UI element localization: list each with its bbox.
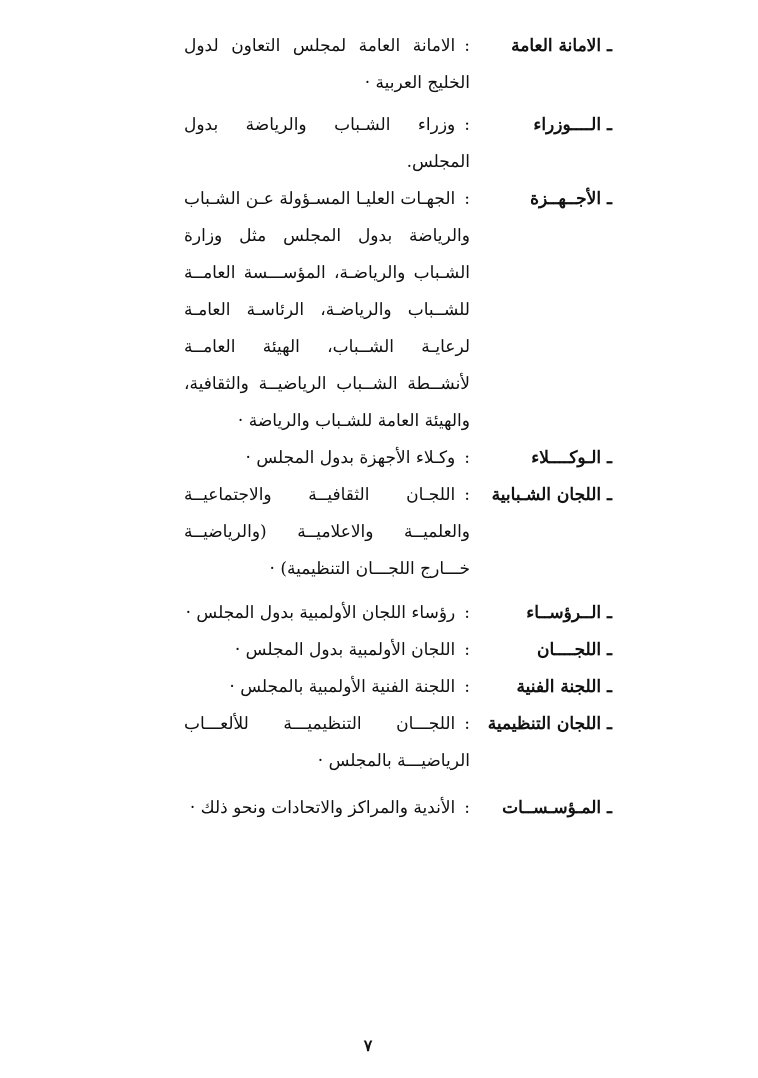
term-label: ـ الـوكــــلاء	[531, 448, 612, 468]
colon-separator: :	[464, 677, 470, 697]
colon-separator: :	[464, 798, 470, 818]
term-label: ـ اللجــــان	[537, 640, 612, 660]
colon-separator: :	[464, 640, 470, 660]
colon-separator: :	[464, 448, 470, 468]
term-label: ـ المـؤسـســات	[502, 798, 612, 818]
term-label: ـ اللجان الشـبابية	[491, 485, 612, 505]
definition-block	[184, 440, 470, 477]
term-label: ـ اللجنة الفنية	[516, 677, 612, 697]
definition-text: اللجـان الثقافيــة والاجتماعيــة والعلميــة والاعلاميــة (والرياضيــة خـــارج اللجـــان التنظيمية) ·	[184, 485, 470, 579]
definition-entry	[184, 595, 612, 632]
definition-block	[184, 632, 470, 669]
term-label: ـ الــــوزراء	[533, 115, 612, 135]
term-label: ـ الامانة العامة	[511, 36, 612, 56]
definition-block	[184, 706, 470, 780]
definition-entry	[184, 28, 612, 102]
definition-block	[184, 669, 470, 706]
definition-block	[184, 181, 470, 440]
definition-text: الامانة العامة لمجلس التعاون لدول الخليج العربية ·	[184, 36, 470, 93]
colon-separator: :	[464, 115, 470, 135]
definition-entry	[184, 632, 612, 669]
definition-entry	[184, 477, 612, 588]
definition-text: اللجنة الفنية الأولمبية بالمجلس ·	[229, 677, 456, 697]
definition-entry	[184, 669, 612, 706]
definition-text: الجهـات العليـا المسـؤولة عـن الشـباب والرياضة بدول المجلس مثل وزارة الشـباب والرياضـة، المؤســـسة العامــة للشــباب والرياضـة، الرئاسـة العامـة لرعايـة الشــباب، الهيئة العامــة لأنشــطة الشــباب الرياضيــة والثقافية، والهيئة العامة للشـباب والرياضة ·	[184, 189, 470, 431]
definition-text: وزراء الشـباب والرياضة بدول المجلس.	[184, 115, 470, 172]
definition-entry	[184, 440, 612, 477]
colon-separator: :	[464, 485, 470, 505]
definitions-list	[184, 28, 612, 827]
definition-entry	[184, 706, 612, 780]
definition-text: الأندية والمراكز والاتحادات ونحو ذلك ·	[189, 798, 456, 818]
definition-text: اللجان الأولمبية بدول المجلس ·	[234, 640, 456, 660]
definition-block	[184, 107, 470, 181]
definition-block	[184, 28, 470, 102]
colon-separator: :	[464, 714, 470, 734]
definition-text: وكـلاء الأجهزة بدول المجلس ·	[245, 448, 456, 468]
page-number: ٧	[363, 1036, 373, 1055]
definition-block	[184, 477, 470, 588]
definition-entry	[184, 181, 612, 440]
term-label: ـ اللجان التنظيمية	[487, 714, 612, 734]
colon-separator: :	[464, 603, 470, 623]
term-label: ـ الــرؤســاء	[526, 603, 612, 623]
colon-separator: :	[464, 189, 470, 209]
definition-block	[184, 790, 470, 827]
definition-entry	[184, 790, 612, 827]
definition-text: رؤساء اللجان الأولمبية بدول المجلس ·	[185, 603, 456, 623]
definition-block	[184, 595, 470, 632]
colon-separator: :	[464, 36, 470, 56]
definition-text: اللجـــان التنظيميـــة للألعـــاب الرياضيـــة بالمجلس ·	[184, 714, 470, 771]
term-label: ـ الأجــهــزة	[530, 189, 612, 209]
definition-entry	[184, 107, 612, 181]
